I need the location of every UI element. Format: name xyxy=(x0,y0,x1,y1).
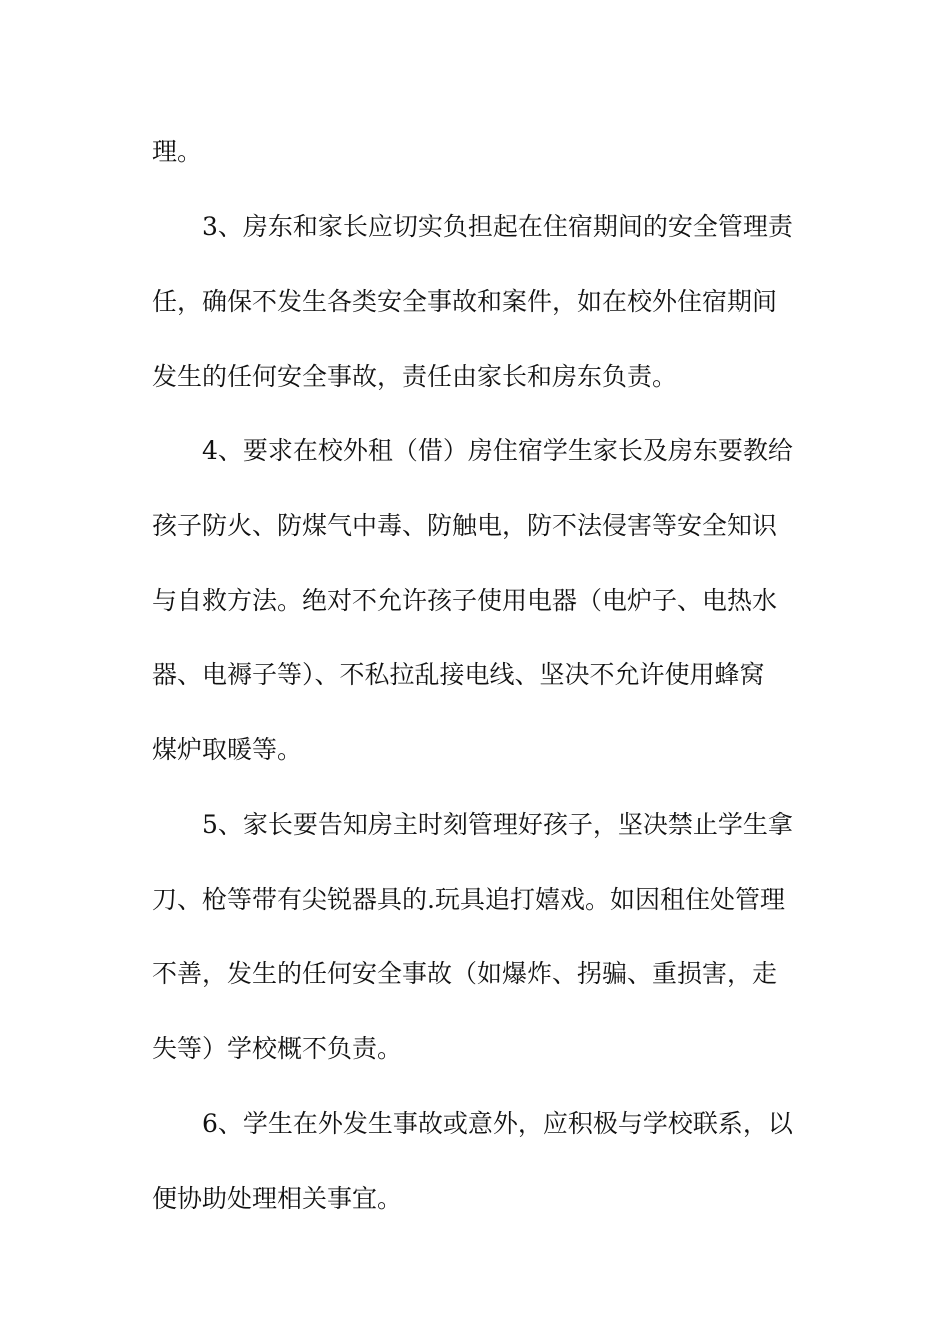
text-line: 5、家长要告知房主时刻管理好孩子，坚决禁止学生拿 xyxy=(202,810,793,839)
text-line: 与自救方法。绝对不允许孩子使用电器（电炉子、电热水 xyxy=(152,586,778,615)
text-line: 发生的任何安全事故，责任由家长和房东负责。 xyxy=(152,362,678,391)
text-line: 不善，发生的任何安全事故（如爆炸、拐骗、重损害，走 xyxy=(152,959,778,988)
text-line: 器、电褥子等）、不私拉乱接电线、坚决不允许使用蜂窝 xyxy=(152,660,765,689)
text-line: 4、要求在校外租（借）房住宿学生家长及房东要教给 xyxy=(202,436,793,465)
text-line: 任，确保不发生各类安全事故和案件，如在校外住宿期间 xyxy=(152,287,778,316)
text-line: 刀、枪等带有尖锐器具的.玩具追打嬉戏。如因租住处管理 xyxy=(152,885,785,914)
text-line: 孩子防火、防煤气中毒、防触电，防不法侵害等安全知识 xyxy=(152,511,778,540)
text-line: 煤炉取暖等。 xyxy=(152,735,303,764)
text-line: 理。 xyxy=(152,137,203,166)
text-line: 3、房东和家长应切实负担起在住宿期间的安全管理责 xyxy=(202,212,793,241)
text-line: 便协助处理相关事宜。 xyxy=(152,1184,403,1213)
text-line: 失等）学校概不负责。 xyxy=(152,1034,403,1063)
text-line: 6、学生在外发生事故或意外，应积极与学校联系，以 xyxy=(202,1109,793,1138)
